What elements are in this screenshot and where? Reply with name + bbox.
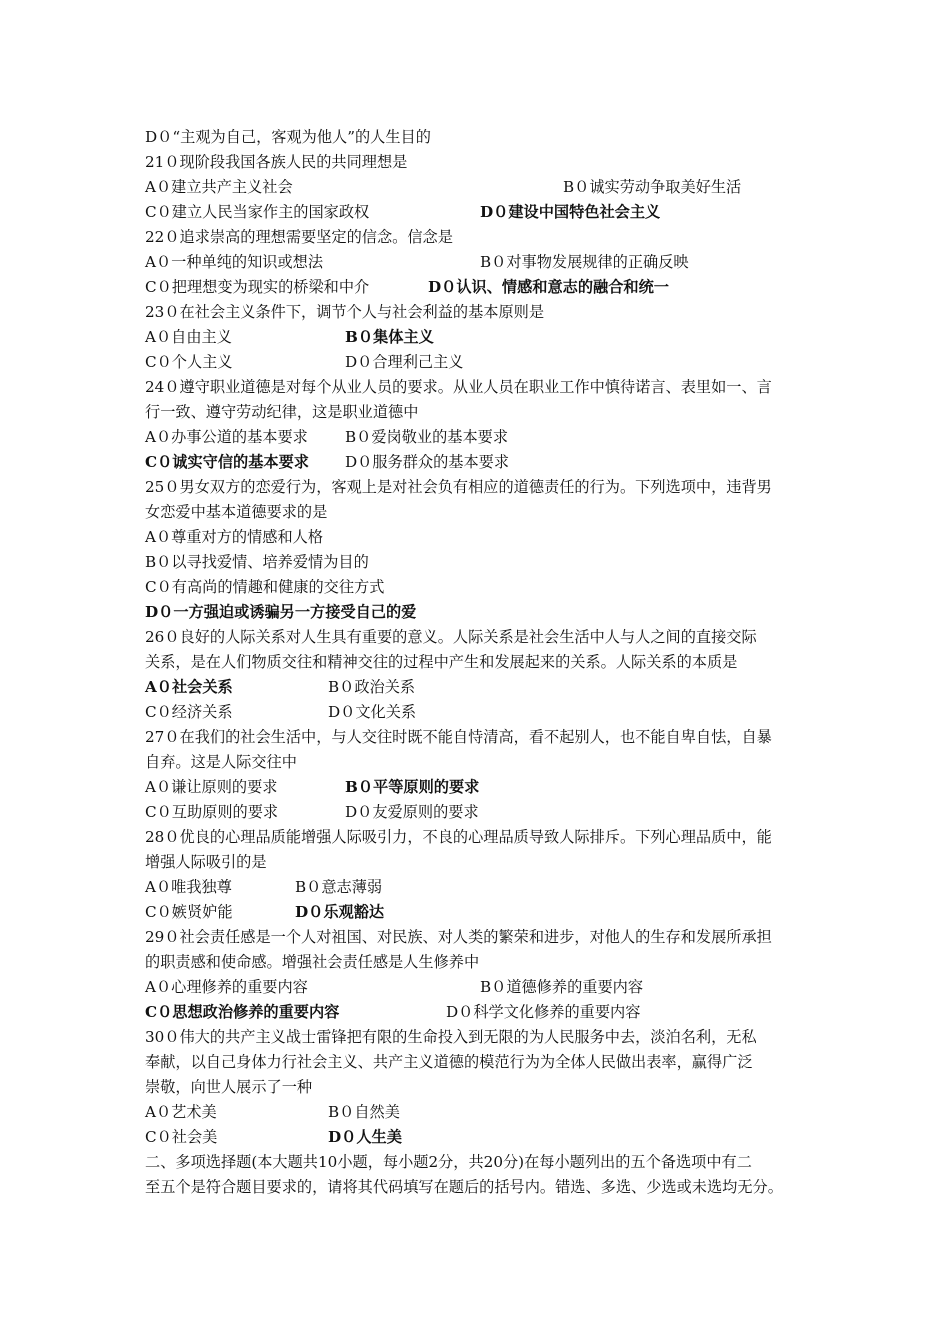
question-25: 25０男女双方的恋爱行为，客观上是对社会负有相应的道德责任的行为。下列选项中，违背男 (145, 478, 772, 496)
option-b: B０以寻找爱情、培养爱情为目的 (145, 553, 369, 571)
option-c: C０有高尚的情趣和健康的交往方式 (145, 578, 385, 596)
option-a: A０建立共产主义社会 (145, 178, 293, 196)
question-21: 21０现阶段我国各族人民的共同理想是 (145, 153, 408, 171)
option-c: C０建立人民当家作主的国家政权 (145, 203, 370, 221)
option-a: A０自由主义 (145, 328, 232, 346)
section-instructions: 至五个是符合题目要求的，请将其代码填写在题后的括号内。错选、多选、少选或未选均无分。 (145, 1178, 783, 1196)
option-b: B０道德修养的重要内容 (480, 978, 644, 996)
option-d: D０友爱原则的要求 (345, 803, 479, 821)
question-30-cont: 崇敬，向世人展示了一种 (145, 1078, 313, 1096)
option-a: A０心理修养的重要内容 (145, 978, 308, 996)
question-24-cont: 行一致、遵守劳动纪律，这是职业道德中 (145, 403, 419, 421)
question-22: 22０追求崇高的理想需要坚定的信念。信念是 (145, 228, 453, 246)
option-d: D０合理利己主义 (345, 353, 464, 371)
option-b-answer: B０集体主义 (345, 328, 434, 346)
option-d-answer: D０一方强迫或诱骗另一方接受自己的爱 (145, 603, 417, 621)
option-d-answer: D０人生美 (328, 1128, 402, 1146)
option-c: C０经济关系 (145, 703, 233, 721)
option-a: A０唯我独尊 (145, 878, 232, 896)
option-d: D０文化关系 (328, 703, 417, 721)
question-28-cont: 增强人际吸引的是 (145, 853, 267, 871)
option-c-answer: C０思想政治修养的重要内容 (145, 1003, 340, 1021)
option-c-answer: C０诚实守信的基本要求 (145, 453, 309, 471)
option-b-answer: B０平等原则的要求 (345, 778, 480, 796)
option-b: B０自然美 (328, 1103, 400, 1121)
question-25-cont: 女恋爱中基本道德要求的是 (145, 503, 328, 521)
question-27: 27０在我们的社会生活中，与人交往时既不能自恃清高，看不起别人，也不能自卑自怯，自暴 (145, 728, 772, 746)
question-23: 23０在社会主义条件下，调节个人与社会利益的基本原则是 (145, 303, 545, 321)
option-a: A０办事公道的基本要求 (145, 428, 308, 446)
option-a: A０尊重对方的情感和人格 (145, 528, 324, 546)
option-a: A０艺术美 (145, 1103, 217, 1121)
option-c: C０个人主义 (145, 353, 233, 371)
option-a-answer: A０社会关系 (145, 678, 233, 696)
option-c: C０互助原则的要求 (145, 803, 279, 821)
question-29: 29０社会责任感是一个人对祖国、对民族、对人类的繁荣和进步，对他人的生存和发展所承担 (145, 928, 772, 946)
question-29-cont: 的职责感和使命感。增强社会责任感是人生修养中 (145, 953, 480, 971)
option-d: D０服务群众的基本要求 (345, 453, 510, 471)
option-d: D０科学文化修养的重要内容 (446, 1003, 641, 1021)
option-b: B０爱岗敬业的基本要求 (345, 428, 509, 446)
option-c: C０把理想变为现实的桥梁和中介 (145, 278, 370, 296)
question-26: 26０良好的人际关系对人生具有重要的意义。人际关系是社会生活中人与人之间的直接交际 (145, 628, 757, 646)
option-b: B０对事物发展规律的正确反映 (480, 253, 689, 271)
option-c: C０社会美 (145, 1128, 218, 1146)
option-a: A０谦让原则的要求 (145, 778, 278, 796)
option-b: B０意志薄弱 (295, 878, 383, 896)
option-d-answer: D０建设中国特色社会主义 (480, 203, 661, 221)
question-26-cont: 关系，是在人们物质交往和精神交往的过程中产生和发展起来的关系。人际关系的本质是 (145, 653, 738, 671)
question-28: 28０优良的心理品质能增强人际吸引力，不良的心理品质导致人际排斥。下列心理品质中，能 (145, 828, 772, 846)
question-27-cont: 自弃。这是人际交往中 (145, 753, 297, 771)
question-30: 30０伟大的共产主义战士雷锋把有限的生命投入到无限的为人民服务中去，淡泊名利，无私 (145, 1028, 757, 1046)
option-c: C０嫉贤妒能 (145, 903, 233, 921)
question-24: 24０遵守职业道德是对每个从业人员的要求。从业人员在职业工作中慎待诺言、表里如一、言 (145, 378, 772, 396)
text-line: D０“主观为自己，客观为他人”的人生目的 (145, 128, 431, 146)
option-d-answer: D０认识、情感和意志的融合和统一 (428, 278, 669, 296)
section-heading: 二、多项选择题(本大题共10小题，每小题2分，共20分)在每小题列出的五个备选项中有二 (145, 1153, 752, 1171)
option-d-answer: D０乐观豁达 (295, 903, 385, 921)
option-a: A０一种单纯的知识或想法 (145, 253, 324, 271)
option-b: B０诚实劳动争取美好生活 (563, 178, 742, 196)
option-b: B０政治关系 (328, 678, 416, 696)
question-30-cont: 奉献，以自己身体力行社会主义、共产主义道德的模范行为为全体人民做出表率，赢得广泛 (145, 1053, 753, 1071)
